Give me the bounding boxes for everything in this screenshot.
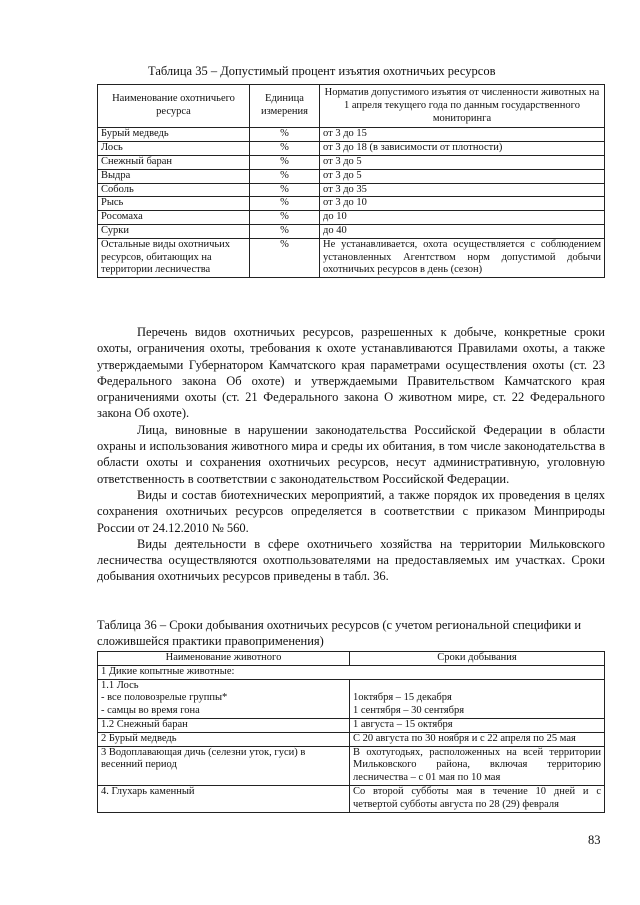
table-cell-period xyxy=(350,679,605,718)
table-cell-unit: % xyxy=(250,183,320,197)
table-cell-unit: % xyxy=(250,211,320,225)
table-row xyxy=(98,128,605,142)
table36 xyxy=(97,651,605,813)
table36-header-period: Сроки добывания xyxy=(350,652,605,666)
table-cell-resource: Росомаха xyxy=(98,211,250,225)
table-cell-period: С 20 августа по 30 ноября и с 22 апреля по 25 мая xyxy=(350,732,605,746)
paragraph: Виды деятельности в сфере охотничьего хозяйства на территории Мильковского лесничества осуществляются охотпользователями на предоставляемых им участках. Сроки добывания охотничьих ресурсов приведены в табл. 36. xyxy=(97,536,605,584)
table-cell-animal: 1.2 Снежный баран xyxy=(98,718,350,732)
body-text xyxy=(97,324,605,585)
table-cell-norm: от 3 до 5 xyxy=(320,155,605,169)
page-number: 83 xyxy=(588,833,601,847)
table-row xyxy=(98,732,605,746)
table-row xyxy=(98,679,605,718)
table-row xyxy=(98,169,605,183)
table35-header-resource: Наименование охотничьего ресурса xyxy=(98,85,250,128)
table-cell-unit: % xyxy=(250,224,320,238)
table35-header-unit: Единица измерения xyxy=(250,85,320,128)
table-row xyxy=(98,211,605,225)
table-row xyxy=(98,238,605,277)
table-cell-norm: до 10 xyxy=(320,211,605,225)
table-cell-resource: Рысь xyxy=(98,197,250,211)
table36-section-row xyxy=(98,665,605,679)
table-cell-norm: от 3 до 5 xyxy=(320,169,605,183)
table-cell-norm: от 3 до 18 (в зависимости от плотности) xyxy=(320,142,605,156)
paragraph: Перечень видов охотничьих ресурсов, разрешенных к добыче, конкретные сроки охоты, ограничения охоты, требования к охоте устанавливаются Правилами охоты, а также утверждаемыми Губернатором Камчатского края параметрами осуществления охоты (ст. 23 Федерального закона Об охоте) и утверждаемыми Правительством Камчатского края ограничениями охоты (ст. 21 Федерального закона О животном мире, ст. 22 Федерального закона Об охоте). xyxy=(97,325,605,421)
table-cell-resource: Снежный баран xyxy=(98,155,250,169)
table-cell-resource: Соболь xyxy=(98,183,250,197)
table-cell-resource: Сурки xyxy=(98,224,250,238)
table36-section-label: 1 Дикие копытные животные: xyxy=(98,665,605,679)
table-cell-norm: до 40 xyxy=(320,224,605,238)
table36-header-row xyxy=(98,652,605,666)
table35-header-row xyxy=(98,85,605,128)
table-row xyxy=(98,746,605,785)
table36-caption: Таблица 36 – Сроки добывания охотничьих ресурсов (с учетом региональной специфики и сложившейся практики правоприменения) xyxy=(97,618,582,648)
table-cell-norm: от 3 до 15 xyxy=(320,128,605,142)
table-cell-resource: Выдра xyxy=(98,169,250,183)
table-row xyxy=(98,224,605,238)
table-cell-unit: % xyxy=(250,169,320,183)
table-row xyxy=(98,197,605,211)
table-cell-period: Со второй субботы мая в течение 10 дней и с четвертой субботы августа по 28 (29) февраля xyxy=(350,785,605,812)
table-cell-unit: % xyxy=(250,142,320,156)
table-cell-unit: % xyxy=(250,128,320,142)
moose-title: 1.1 Лось xyxy=(101,679,139,691)
table-row xyxy=(98,718,605,732)
table-cell-unit: % xyxy=(250,197,320,211)
table-cell-resource: Лось xyxy=(98,142,250,156)
table-cell-norm: от 3 до 35 xyxy=(320,183,605,197)
table-cell-unit: % xyxy=(250,155,320,169)
table-row xyxy=(98,142,605,156)
table36-header-animal: Наименование животного xyxy=(98,652,350,666)
table35-header-norm: Норматив допустимого изъятия от численности животных на 1 апреля текущего года по данным государственного мониторинга xyxy=(320,85,605,128)
table-cell-animal: 4. Глухарь каменный xyxy=(98,785,350,812)
moose-period-rut: 1 сентября – 30 сентября xyxy=(353,705,465,717)
paragraph: Виды и состав биотехнических мероприятий, а также порядок их проведения в целях сохранения охотничьих ресурсов определяется в соответствии с приказом Минприроды России от 24.12.2010 № 560. xyxy=(97,487,605,535)
moose-group-mature: - все половозрелые группы* xyxy=(101,692,228,704)
table-cell-animal xyxy=(98,679,350,718)
table-cell-period: 1 августа – 15 октября xyxy=(350,718,605,732)
table-cell-norm: Не устанавливается, охота осуществляется с соблюдением установленных Агентством норм допустимой добычи охотничьих ресурсов в день (сезон) xyxy=(320,238,605,277)
table-cell-unit: % xyxy=(250,238,320,277)
table35-caption: Таблица 35 – Допустимый процент изъятия охотничьих ресурсов xyxy=(148,64,496,78)
table-row xyxy=(98,183,605,197)
table35 xyxy=(97,84,605,278)
table-cell-resource: Бурый медведь xyxy=(98,128,250,142)
paragraph: Лица, виновные в нарушении законодательства Российской Федерации в области охраны и использования животного мира и среды их обитания, в том числе законодательства в области охоты и сохранения охотничьих ресурсов, несут административную, уголовную ответственность в соответствии с законодательством Российской Федерации. xyxy=(97,422,605,486)
moose-period-mature: 1октября – 15 декабря xyxy=(353,692,452,704)
table-cell-animal: 3 Водоплавающая дичь (селезни уток, гуси) в весенний период xyxy=(98,746,350,785)
table-cell-resource: Остальные виды охотничьих ресурсов, обитающих на территории лесничества xyxy=(98,238,250,277)
table-cell-period: В охотугодьях, расположенных на всей территории Мильковского района, включая территорию лесничества – с 01 мая по 10 мая xyxy=(350,746,605,785)
table-row xyxy=(98,785,605,812)
table-row xyxy=(98,155,605,169)
table-cell-norm: от 3 до 10 xyxy=(320,197,605,211)
moose-group-rut: - самцы во время гона xyxy=(101,705,200,717)
table-cell-animal: 2 Бурый медведь xyxy=(98,732,350,746)
